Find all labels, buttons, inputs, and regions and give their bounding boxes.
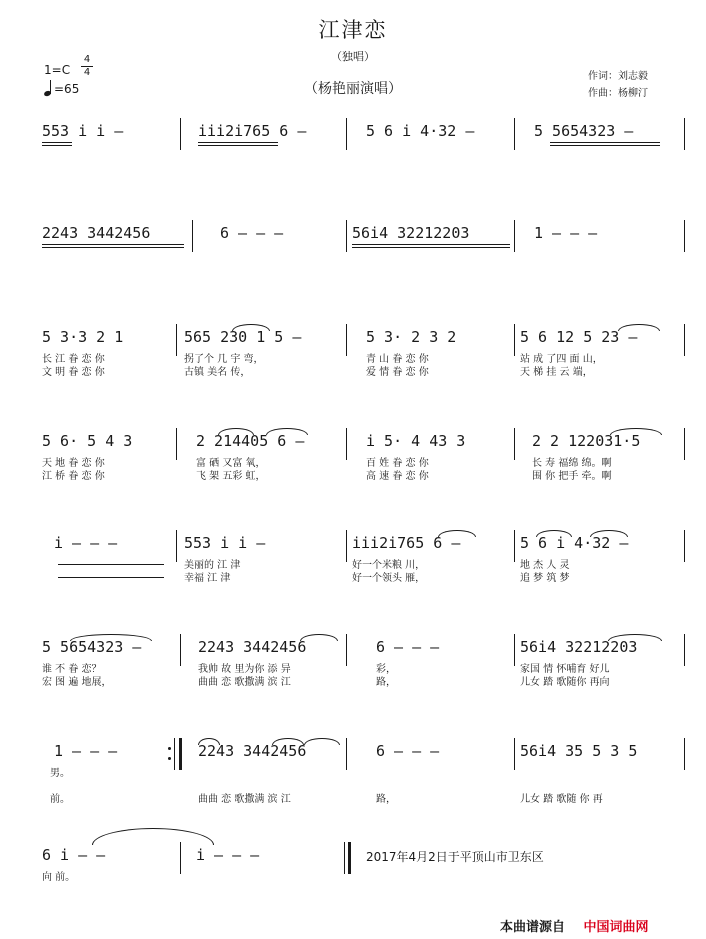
site-name[interactable]: 中国词曲网 bbox=[583, 920, 649, 935]
lyric-line: 路， bbox=[376, 677, 396, 688]
lyric-line: 古镇 美名 传， bbox=[184, 367, 251, 378]
measure: 1 – – – bbox=[54, 742, 118, 760]
credits bbox=[588, 68, 648, 102]
lyric-line: 幸福 江 津 bbox=[184, 573, 231, 584]
measure: 5 5654323 – bbox=[534, 122, 634, 140]
measure: 5 5654323 – bbox=[42, 638, 142, 656]
composition-date: 2017年4月2日于平顶山市卫东区 bbox=[366, 850, 544, 864]
staff-row-2 bbox=[40, 220, 686, 260]
measure: 2243 3442456 bbox=[42, 224, 151, 242]
staff-row-3 bbox=[40, 324, 686, 384]
lyric-line: 好一个领头 雁， bbox=[352, 573, 426, 584]
measure: 5 6· 5 4 3 bbox=[42, 432, 133, 450]
lyric-line: 谁 不 眷 恋？ bbox=[42, 664, 102, 675]
composer-credit: 作曲：杨柳汀 bbox=[588, 88, 648, 99]
measure: i – – – bbox=[196, 846, 260, 864]
lyric-line: 青 山 眷 恋 你 bbox=[366, 354, 429, 365]
measure: 56i4 35 5 3 5 bbox=[520, 742, 638, 760]
lyric-line: 路， bbox=[376, 794, 396, 805]
source-label: 本曲谱源自 bbox=[500, 920, 566, 935]
lyricist-credit: 作词：刘志毅 bbox=[588, 71, 648, 82]
lyric-line: 我帅 故 里为你 添 异 bbox=[198, 664, 291, 675]
lyric-line: 向 前。 bbox=[42, 872, 76, 883]
measure: 565 230 1 5 – bbox=[184, 328, 302, 346]
lyric-line: 拐了个 几 宇 弯， bbox=[184, 354, 264, 365]
staff-row-8 bbox=[40, 842, 686, 892]
measure: 2243 3442456 bbox=[198, 638, 307, 656]
lyric-line: 曲曲 恋 歌撒满 滨 江 bbox=[198, 677, 291, 688]
staff-row-4 bbox=[40, 428, 686, 488]
lyric-line: 百 姓 眷 恋 你 bbox=[366, 458, 429, 469]
song-subtitle: （独唱） bbox=[331, 50, 375, 63]
staff-row-7 bbox=[40, 738, 686, 818]
measure: 5 6 i 4·32 – bbox=[520, 534, 629, 552]
staff-row-5 bbox=[40, 530, 686, 590]
lyric-line: 飞 架 五彩 虹， bbox=[196, 471, 266, 482]
song-title: 江津恋 bbox=[318, 18, 388, 42]
tempo-marking bbox=[44, 80, 79, 96]
quarter-note-icon bbox=[44, 80, 52, 96]
lyric-line: 追 梦 筑 梦 bbox=[520, 573, 570, 584]
measure: iii2i765 6 – bbox=[352, 534, 461, 552]
lyric-line: 天 梯 挂 云 端， bbox=[520, 367, 593, 378]
lyric-line: 长 寿 福绵 绵。啊 bbox=[532, 458, 612, 469]
lyric-line: 富 硒 又富 氧， bbox=[196, 458, 266, 469]
measure: 5 6 12 5 23 – bbox=[520, 328, 638, 346]
key-signature: 1=C bbox=[44, 63, 71, 77]
staff-row-1 bbox=[40, 118, 686, 158]
measure: 5 3· 2 3 2 bbox=[366, 328, 457, 346]
measure: 2 2 122031·5 bbox=[532, 432, 641, 450]
measure: 1 – – – bbox=[534, 224, 598, 242]
lyric-line: 儿女 踏 歌随 你 再 bbox=[520, 794, 603, 805]
measure: 2 214405 6 – bbox=[196, 432, 305, 450]
lyric-line: 好一个米粮 川， bbox=[352, 560, 426, 571]
measure: 553 i i – bbox=[42, 122, 124, 140]
lyric-line: 高 速 眷 恋 你 bbox=[366, 471, 429, 482]
staff-row-6 bbox=[40, 634, 686, 694]
measure: 553 i i – bbox=[184, 534, 266, 552]
lyric-line: 家国 情 怀哺育 好儿 bbox=[520, 664, 610, 675]
lyric-line: 男。 bbox=[50, 768, 70, 779]
meter-top: 4 bbox=[83, 54, 91, 65]
measure: 5 3·3 2 1 bbox=[42, 328, 124, 346]
singer-credit: （杨艳丽演唱） bbox=[304, 81, 402, 97]
lyric-line: 地 杰 人 灵 bbox=[520, 560, 570, 571]
measure: 6 – – – bbox=[376, 742, 440, 760]
lyric-line: 彩， bbox=[376, 664, 396, 675]
lyric-line: 围 你 把手 牵。啊 bbox=[532, 471, 612, 482]
lyric-line: 儿女 踏 歌随你 再向 bbox=[520, 677, 610, 688]
measure: 56i4 32212203 bbox=[352, 224, 470, 242]
measure: 6 i – – bbox=[42, 846, 106, 864]
measure: 6 – – – bbox=[220, 224, 284, 242]
measure: 5 6 i 4·32 – bbox=[366, 122, 475, 140]
lyric-line: 爱 情 眷 恋 你 bbox=[366, 367, 429, 378]
measure: i – – – bbox=[54, 534, 118, 552]
measure: 2243 3442456 bbox=[198, 742, 307, 760]
meter-bottom: 4 bbox=[83, 67, 91, 78]
lyric-line: 站 成 了四 面 山， bbox=[520, 354, 603, 365]
footer-source bbox=[500, 916, 649, 935]
time-signature bbox=[81, 54, 93, 79]
measure: 6 – – – bbox=[376, 638, 440, 656]
lyric-line: 曲曲 恋 歌撒满 滨 江 bbox=[198, 794, 291, 805]
lyric-line: 前。 bbox=[50, 794, 70, 805]
measure: iii2i765 6 – bbox=[198, 122, 307, 140]
lyric-line: 宏 图 遍 地展， bbox=[42, 677, 112, 688]
lyric-line: 天 地 眷 恋 你 bbox=[42, 458, 105, 469]
lyric-line: 美丽的 江 津 bbox=[184, 560, 241, 571]
measure: i 5· 4 43 3 bbox=[366, 432, 466, 450]
lyric-line: 江 桥 眷 恋 你 bbox=[42, 471, 105, 482]
lyric-line: 长 江 眷 恋 你 bbox=[42, 354, 105, 365]
tempo-value: =65 bbox=[54, 82, 80, 96]
lyric-line: 文 明 眷 恋 你 bbox=[42, 367, 105, 378]
measure: 56i4 32212203 bbox=[520, 638, 638, 656]
